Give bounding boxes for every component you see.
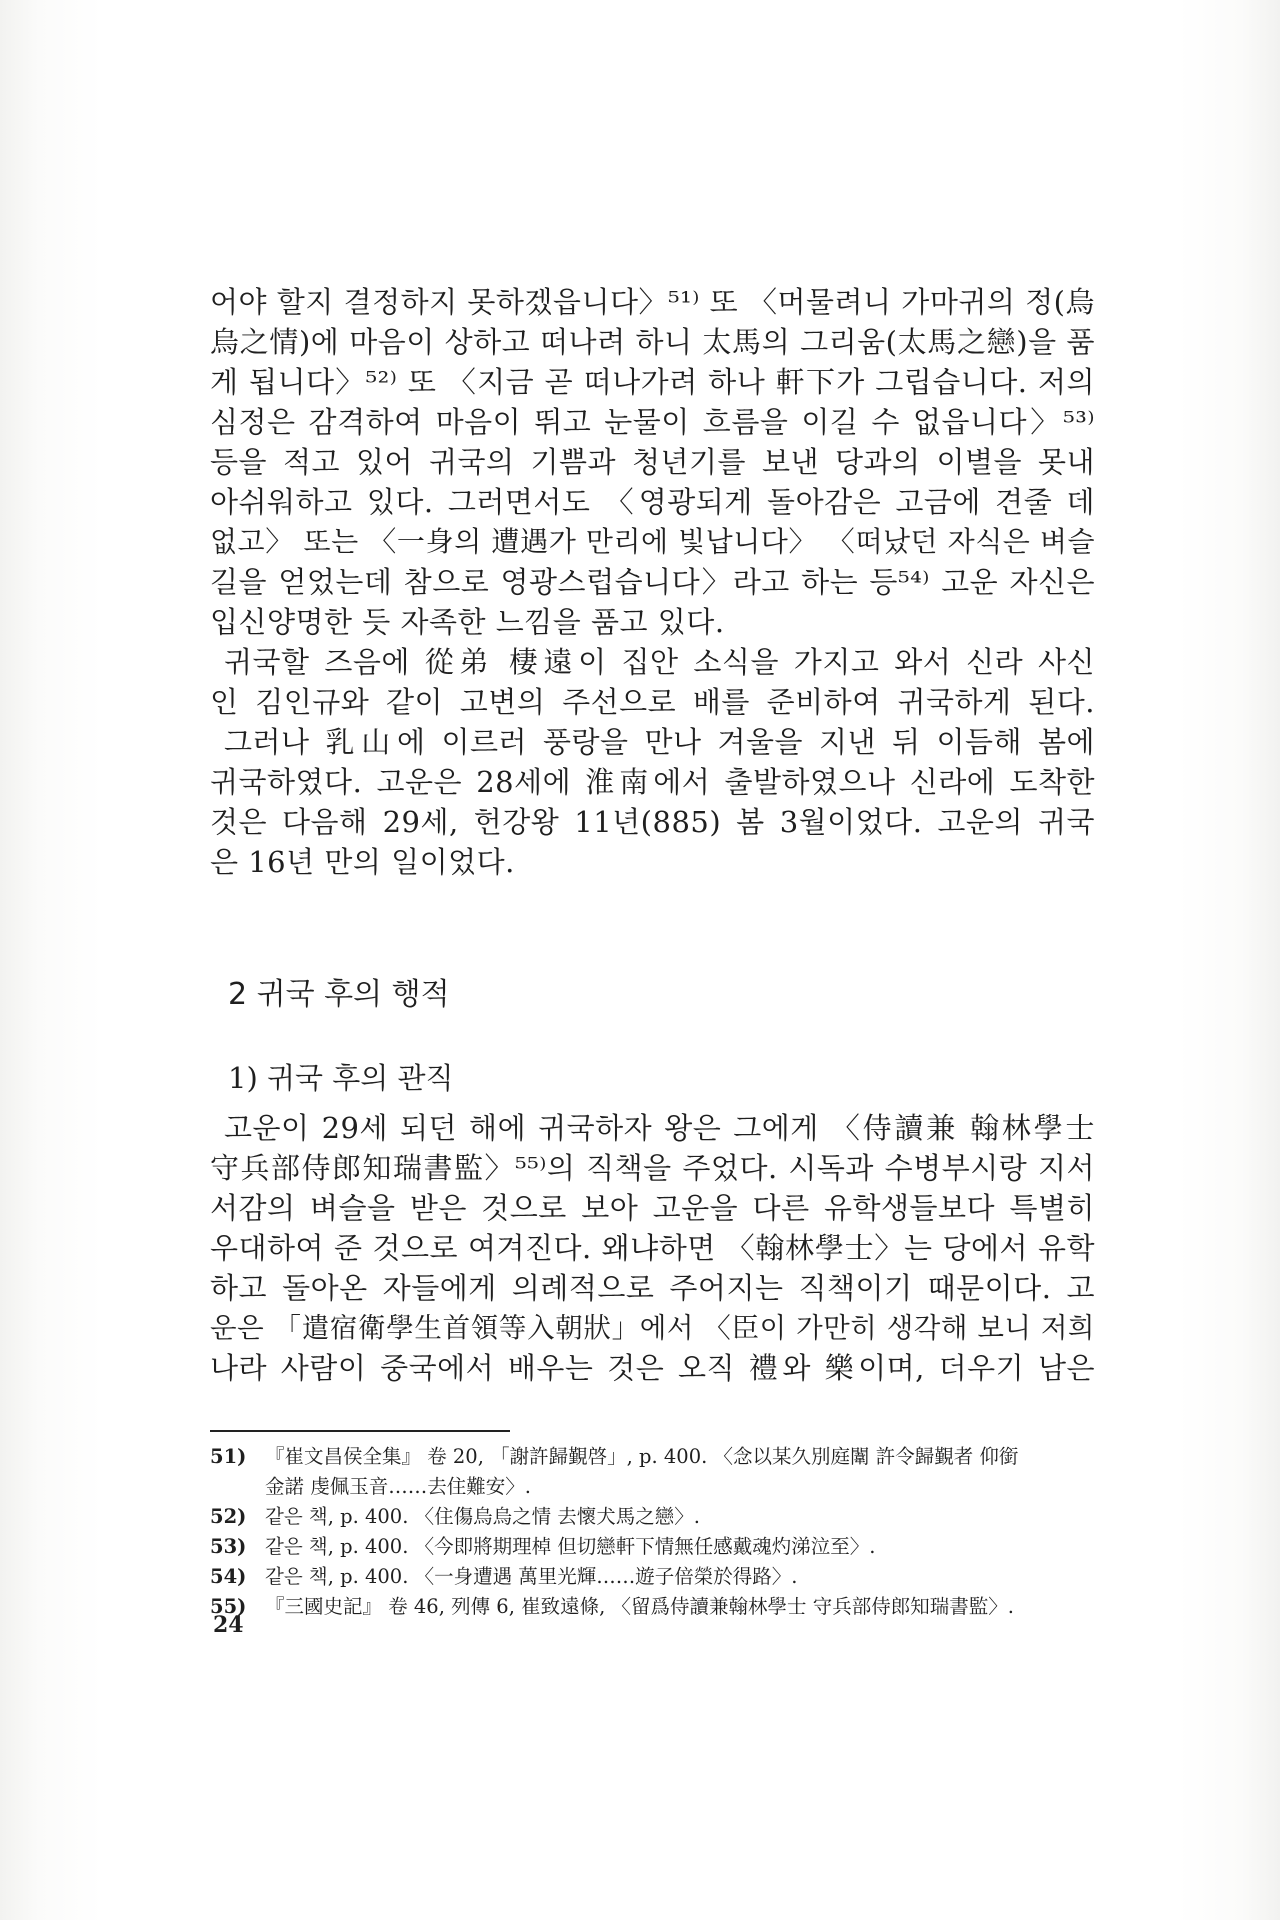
footnote-continuation: 金諾 虔佩玉音……去住難安〉. [265, 1475, 531, 1498]
text-line: 나라 사람이 중국에서 배우는 것은 오직 禮와 樂이며, 더우기 남은 [210, 1351, 1095, 1385]
page-number: 24 [213, 1612, 244, 1638]
text-line: 심정은 감격하여 마음이 뛰고 눈물이 흐름을 이길 수 없읍니다〉⁵³⁾ [210, 405, 1095, 439]
sub-heading: 1) 귀국 후의 관직 [228, 1061, 454, 1095]
text-line: 인 김인규와 같이 고변의 주선으로 배를 준비하여 귀국하게 된다. [210, 685, 1095, 719]
text-line: 守兵部侍郎知瑞書監〉⁵⁵⁾의 직책을 주었다. 시독과 수병부시랑 지서 [210, 1151, 1095, 1185]
footnote-54 [210, 1562, 1100, 1592]
footnote-55 [210, 1592, 1100, 1622]
text-line: 입신양명한 듯 자족한 느낌을 품고 있다. [210, 605, 725, 639]
footnote-52 [210, 1502, 1100, 1532]
text-line: 아쉬워하고 있다. 그러면서도 〈영광되게 돌아감은 고금에 견줄 데 [210, 485, 1095, 519]
text-line: 서감의 벼슬을 받은 것으로 보아 고운을 다른 유학생들보다 특별히 [210, 1191, 1095, 1225]
text-line: 우대하여 준 것으로 여겨진다. 왜냐하면 〈翰林學士〉는 당에서 유학 [210, 1231, 1095, 1265]
footnote-number: 54) [210, 1565, 247, 1588]
footnote-number: 53) [210, 1535, 247, 1558]
footnote-53 [210, 1532, 1100, 1562]
text-line: 고운이 29세 되던 해에 귀국하자 왕은 그에게 〈侍讀兼 翰林學士 [224, 1111, 1095, 1145]
section-heading: 2 귀국 후의 행적 [228, 977, 450, 1012]
footnote-text: 같은 책, p. 400. 〈今即將期理棹 但切戀軒下情無任感戴魂灼涕泣至〉. [265, 1535, 876, 1558]
text-line: 귀국할 즈음에 從弟 棲遠이 집안 소식을 가지고 와서 신라 사신 [224, 645, 1095, 679]
text-line: 것은 다음해 29세, 헌강왕 11년(885) 봄 3월이었다. 고운의 귀국 [210, 805, 1095, 839]
text-line: 없고〉 또는 〈一身의 遭遇가 만리에 빛납니다〉 〈떠났던 자식은 벼슬 [210, 525, 1095, 558]
footnote-number: 51) [210, 1445, 247, 1468]
footnote-divider [210, 1430, 510, 1432]
footnote-text: 『三國史記』 卷 46, 列傳 6, 崔致遠條, 〈留爲侍讀兼翰林學士 守兵部侍郎知瑞書監〉. [265, 1595, 1014, 1618]
text-line: 게 됩니다〉⁵²⁾ 또 〈지금 곧 떠나가려 하나 軒下가 그립습니다. 저의 [210, 365, 1095, 399]
text-line: 그러나 乳山에 이르러 풍랑을 만나 겨울을 지낸 뒤 이듬해 봄에 [224, 725, 1095, 759]
footnote-text: 같은 책, p. 400. 〈住傷烏烏之情 去懷犬馬之戀〉. [265, 1505, 700, 1528]
footnote-number: 55) [210, 1595, 247, 1618]
footnote-51 [210, 1442, 1100, 1502]
text-line: 烏之情)에 마음이 상하고 떠나려 하니 太馬의 그리움(太馬之戀)을 품 [210, 325, 1095, 359]
text-line: 귀국하였다. 고운은 28세에 淮南에서 출발하였으나 신라에 도착한 [210, 765, 1095, 799]
text-line: 등을 적고 있어 귀국의 기쁨과 청년기를 보낸 당과의 이별을 못내 [210, 445, 1095, 479]
footnote-number: 52) [210, 1505, 247, 1528]
text-line: 운은 「遣宿衛學生首領等入朝狀」에서 〈臣이 가만히 생각해 보니 저희 [210, 1312, 1095, 1344]
body-text-lower [210, 1108, 1095, 1388]
footnotes [210, 1442, 1100, 1622]
footnote-text: 『崔文昌侯全集』 卷 20, 「謝許歸覲啓」, p. 400. 〈念以某久別庭闈 許令歸覲者 仰銜 [265, 1445, 1019, 1468]
text-line: 은 16년 만의 일이었다. [210, 845, 515, 879]
body-text-upper [210, 282, 1095, 882]
footnote-text: 같은 책, p. 400. 〈一身遭遇 萬里光輝……遊子倍榮於得路〉. [265, 1565, 798, 1588]
text-line: 하고 돌아온 자들에게 의례적으로 주어지는 직책이기 때문이다. 고 [210, 1271, 1095, 1305]
text-line: 길을 얻었는데 참으로 영광스럽습니다〉라고 하는 등⁵⁴⁾ 고운 자신은 [210, 565, 1095, 599]
text-line: 어야 할지 결정하지 못하겠읍니다〉⁵¹⁾ 또 〈머물려니 가마귀의 정(烏 [210, 285, 1095, 319]
